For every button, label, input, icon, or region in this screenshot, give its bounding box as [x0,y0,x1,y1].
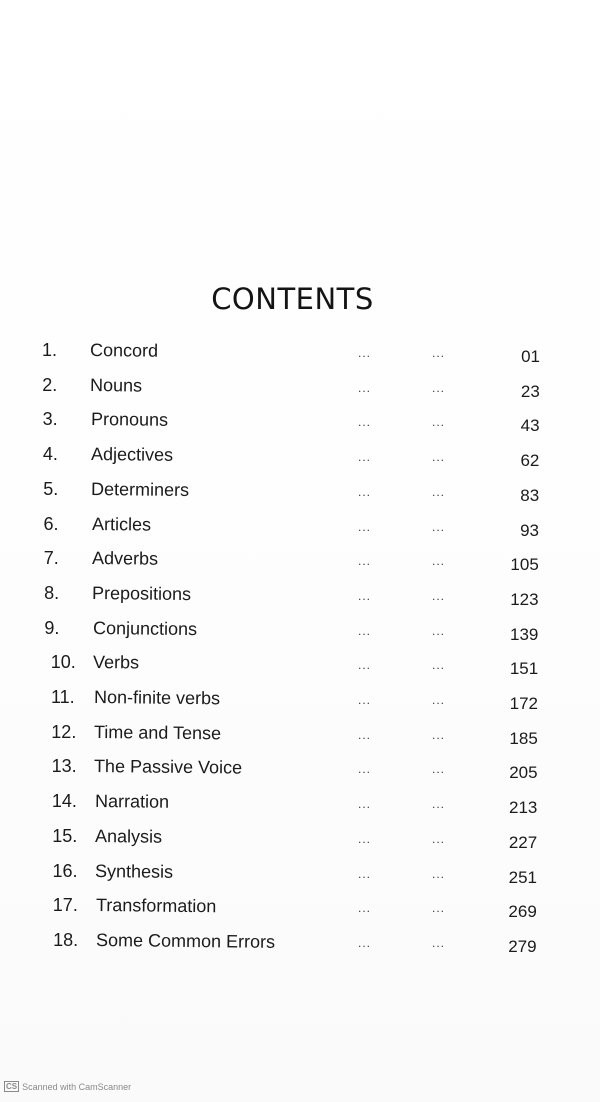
toc-entry [0,722,600,756]
toc-entry-title: Synthesis [95,860,174,882]
toc-entry-page-number: 83 [520,485,540,505]
toc-entry-number: 10. [50,652,76,673]
toc-entry [0,756,600,790]
toc-leader-dots: ... [432,762,446,777]
toc-entry-page-number: 213 [509,798,538,818]
toc-entry-title: The Passive Voice [94,756,243,778]
toc-entry-page-number: 105 [510,555,539,575]
toc-entry-page-number: 205 [509,763,538,783]
toc-entry-number: 6. [43,513,59,534]
toc-entry-title: Concord [89,340,159,361]
toc-entry-number: 13. [51,756,77,777]
toc-leader-dots: ... [358,797,372,812]
toc-leader-dots: ... [432,519,446,534]
toc-entry [0,826,600,860]
toc-entry [0,861,600,895]
toc-leader-dots: ... [432,866,446,881]
toc-entry-title: Articles [91,513,151,535]
toc-entry [0,930,600,964]
toc-leader-dots: ... [358,588,372,603]
toc-leader-dots: ... [358,866,372,881]
toc-leader-dots: ... [432,484,446,499]
toc-entry [0,618,600,652]
toc-leader-dots: ... [432,831,446,846]
toc-leader-dots: ... [358,519,372,534]
toc-entry-title: Time and Tense [93,721,222,744]
toc-entry-page-number: 227 [508,832,538,852]
toc-entry [0,652,600,686]
toc-entry [0,340,600,374]
toc-entry [0,583,600,617]
toc-entry-number: 9. [44,617,60,638]
toc-entry-page-number: 01 [521,347,540,366]
toc-entry [0,375,600,409]
toc-leader-dots: ... [432,415,446,430]
toc-entry-number: 12. [51,721,77,742]
toc-entry-number: 14. [51,791,77,812]
toc-leader-dots: ... [358,554,372,569]
toc-entry-number: 11. [51,687,75,707]
page-title: CONTENTS [211,282,374,316]
toc-leader-dots: ... [358,935,372,950]
toc-leader-dots: ... [432,554,446,569]
toc-entry-page-number: 139 [510,624,539,644]
toc-entry-page-number: 151 [509,659,539,679]
toc-entry-title: Non-finite verbs [93,687,220,709]
toc-leader-dots: ... [358,415,372,430]
toc-entry-title: Verbs [93,652,140,673]
toc-entry-title: Adjectives [90,444,174,465]
toc-leader-dots: ... [432,693,446,707]
toc-entry-page-number: 185 [509,728,538,748]
toc-entry-title: Analysis [94,825,163,847]
toc-entry-page-number: 251 [508,867,537,887]
toc-entry [0,409,600,443]
toc-entry-number: 3. [42,409,58,430]
toc-entry [0,548,600,582]
toc-leader-dots: ... [432,380,446,395]
toc-leader-dots: ... [358,762,372,777]
toc-leader-dots: ... [358,484,372,499]
toc-leader-dots: ... [432,623,446,638]
toc-entry [0,444,600,478]
toc-leader-dots: ... [358,658,372,673]
toc-entry [0,895,600,929]
toc-leader-dots: ... [358,831,372,846]
toc-entry-number: 18. [53,929,79,950]
toc-entry-number: 7. [43,548,59,569]
toc-leader-dots: ... [432,450,446,465]
toc-leader-dots: ... [432,935,446,950]
toc-entry-page-number: 93 [520,520,539,540]
toc-entry-number: 4. [42,444,58,465]
toc-leader-dots: ... [358,450,372,465]
toc-entry-page-number: 123 [510,589,539,609]
toc-entry-page-number: 269 [508,902,537,922]
toc-leader-dots: ... [358,623,372,638]
scanner-watermark-text: Scanned with CamScanner [22,1081,132,1092]
toc-leader-dots: ... [432,588,446,603]
toc-entry-number: 5. [43,478,59,499]
toc-entry-page-number: 279 [508,936,537,956]
toc-leader-dots: ... [358,693,372,707]
toc-entry-page-number: 172 [509,694,538,713]
toc-entry-title: Some Common Errors [95,929,276,952]
toc-leader-dots: ... [432,727,446,742]
toc-entry [0,514,600,548]
toc-entry [0,687,600,721]
scanner-watermark [4,1081,131,1092]
toc-entry [0,791,600,825]
toc-entry-title: Nouns [90,374,143,396]
toc-entry-title: Pronouns [90,409,168,431]
toc-entry-number: 1. [42,340,58,360]
toc-entry-title: Conjunctions [92,617,197,639]
toc-entry-number: 8. [44,582,60,603]
toc-leader-dots: ... [358,346,372,360]
toc-leader-dots: ... [358,727,372,742]
toc-leader-dots: ... [358,380,372,395]
toc-leader-dots: ... [432,658,446,673]
toc-entry-title: Adverbs [91,548,159,569]
toc-entry-title: Narration [94,791,169,812]
toc-entry-number: 16. [52,860,78,881]
toc-entry-number: 15. [52,825,78,846]
toc-leader-dots: ... [432,797,446,812]
toc-entry-title: Prepositions [92,582,192,604]
toc-entry-title: Transformation [95,895,217,917]
camscanner-logo-icon: CS [6,1082,18,1091]
toc-entry-title: Determiners [91,478,190,500]
toc-entry-number: 17. [52,895,78,916]
toc-entry-page-number: 43 [520,416,540,436]
toc-leader-dots: ... [432,346,446,360]
toc-entry-page-number: 23 [520,381,540,401]
toc-leader-dots: ... [358,901,372,916]
toc-entry [0,479,600,513]
toc-entry-number: 2. [42,374,58,395]
toc-leader-dots: ... [432,901,446,916]
toc-entry-page-number: 62 [520,451,540,471]
